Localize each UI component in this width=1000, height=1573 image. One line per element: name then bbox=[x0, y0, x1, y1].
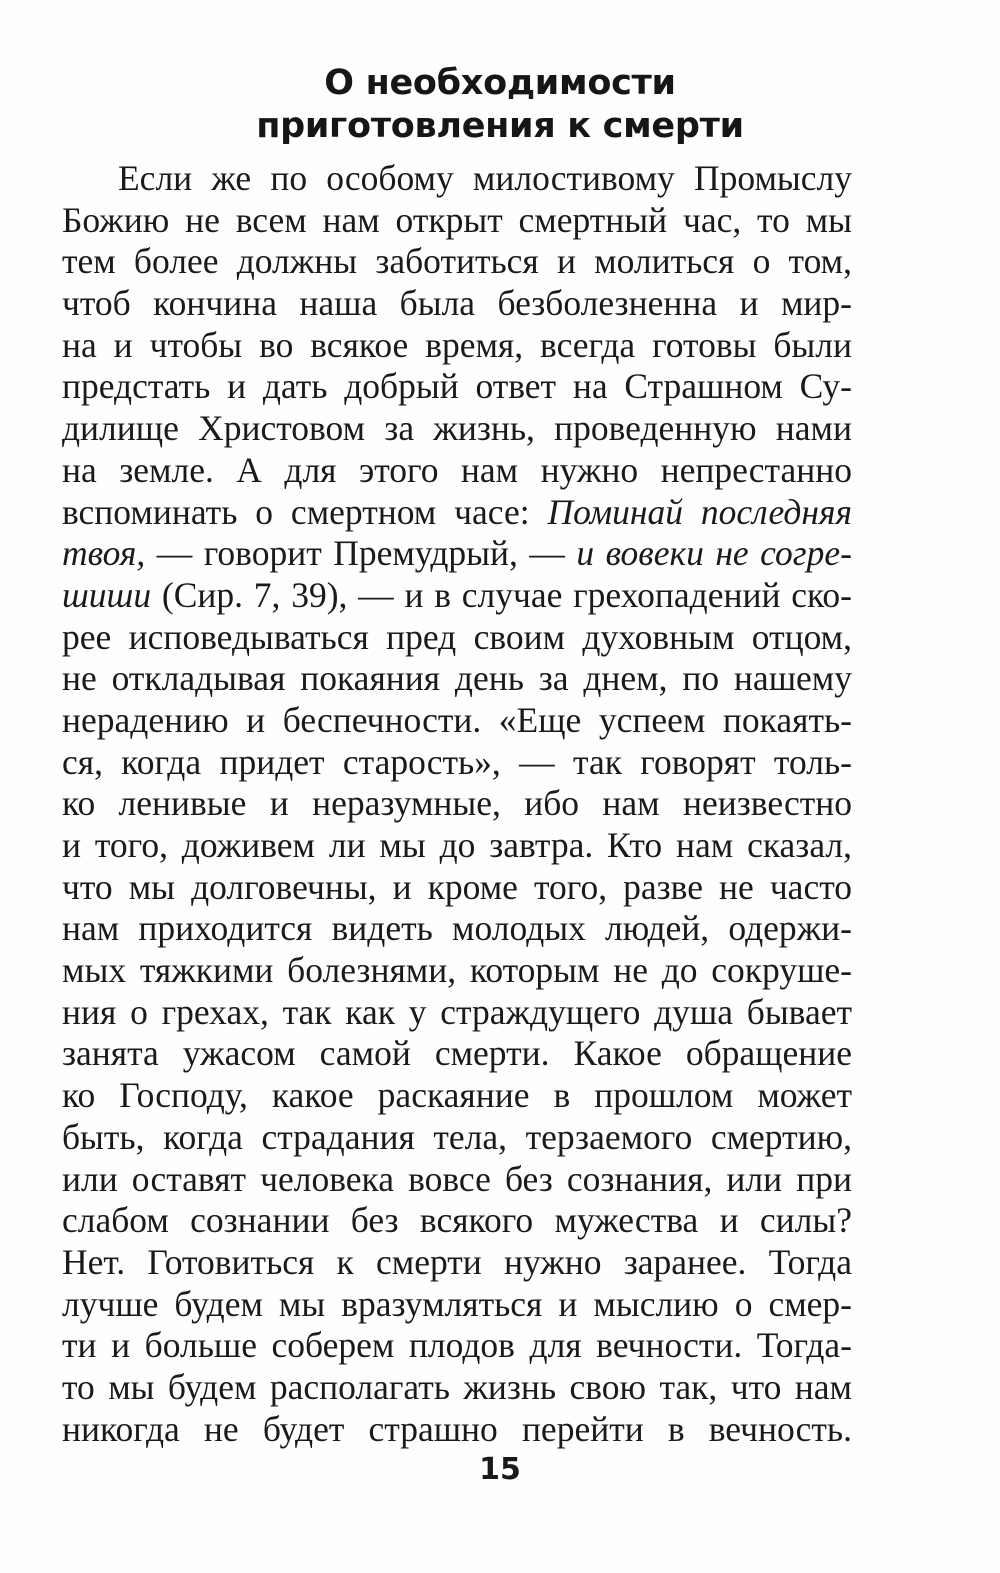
text-line bbox=[62, 1033, 852, 1075]
text-line bbox=[62, 1409, 852, 1451]
body-paragraph bbox=[62, 158, 852, 1450]
text-line bbox=[62, 617, 852, 659]
text-line bbox=[62, 325, 852, 367]
text-segment: никогда не будет страшно перейти в вечность. bbox=[62, 1408, 852, 1449]
page-number: 15 bbox=[479, 1452, 521, 1487]
text-segment: не откладывая покаяния день за днем, по нашему bbox=[62, 658, 852, 699]
text-segment: предстать и дать добрый ответ на Страшном Су- bbox=[62, 366, 852, 407]
text-line bbox=[62, 1242, 852, 1284]
text-line bbox=[62, 950, 852, 992]
text-segment: ко ленивые и неразумные, ибо нам неизвестно bbox=[62, 783, 852, 824]
text-line bbox=[62, 200, 852, 242]
text-line bbox=[62, 533, 852, 575]
text-line bbox=[62, 1284, 852, 1326]
text-segment: Нет. Готовиться к смерти нужно заранее. Тогда bbox=[62, 1241, 852, 1282]
text-line bbox=[62, 283, 852, 325]
text-segment: вспоминать о смертном часе: bbox=[62, 491, 548, 532]
text-segment: занята ужасом самой смерти. Какое обращение bbox=[62, 1033, 852, 1074]
text-segment: ся, когда придет старость», — так говорят толь- bbox=[62, 741, 852, 782]
text-segment: лучше будем мы вразумляться и мыслию о смер- bbox=[62, 1283, 852, 1324]
italic-quote-segment: и вовеки не согре- bbox=[576, 533, 852, 574]
text-segment: ния о грехах, так как у страждущего душа бывает bbox=[62, 991, 852, 1032]
text-line bbox=[62, 908, 852, 950]
text-line bbox=[62, 825, 852, 867]
text-line bbox=[62, 1367, 852, 1409]
text-line bbox=[62, 575, 852, 617]
text-line bbox=[62, 867, 852, 909]
text-segment: что мы долговечны, и кроме того, разве не часто bbox=[62, 866, 852, 907]
text-line bbox=[62, 1325, 852, 1367]
text-segment: на и чтобы во всякое время, всегда готовы были bbox=[62, 324, 852, 365]
text-segment: слабом сознании без всякого мужества и силы? bbox=[62, 1200, 852, 1241]
text-line bbox=[62, 1075, 852, 1117]
text-segment: — говорит Премудрый, — bbox=[145, 533, 577, 574]
text-segment: Божию не всем нам открыт смертный час, то мы bbox=[62, 199, 852, 240]
text-segment: нерадению и беспечности. «Еще успеем покаять- bbox=[62, 699, 852, 740]
text-segment: и того, доживем ли мы до завтра. Кто нам сказал, bbox=[62, 825, 852, 865]
italic-quote-segment: Поминай последняя bbox=[547, 491, 852, 532]
chapter-heading bbox=[0, 62, 1000, 148]
text-segment: ко Господу, какое раскаяние в прошлом может bbox=[62, 1075, 852, 1116]
text-segment: быть, когда страдания тела, терзаемого смертию, bbox=[62, 1116, 852, 1157]
text-segment: то мы будем располагать жизнь свою так, что нам bbox=[62, 1366, 852, 1407]
text-line bbox=[62, 658, 852, 700]
text-line bbox=[62, 1159, 852, 1201]
text-segment: ти и больше соберем плодов для вечности. Тогда- bbox=[62, 1325, 852, 1366]
text-line bbox=[62, 492, 852, 534]
text-segment: нам приходится видеть молодых людей, одержи- bbox=[62, 908, 852, 949]
text-line bbox=[62, 700, 852, 742]
text-line bbox=[62, 1200, 852, 1242]
text-line bbox=[62, 992, 852, 1034]
text-segment: чтоб кончина наша была безболезненна и мир- bbox=[62, 283, 852, 324]
text-segment: Если же по особому милостивому Промыслу bbox=[118, 158, 852, 198]
italic-quote-segment: шиши bbox=[62, 574, 152, 615]
text-segment: или оставят человека вовсе без сознания, или при bbox=[62, 1158, 852, 1199]
text-segment: дилище Христовом за жизнь, проведенную нами bbox=[62, 408, 852, 449]
text-line bbox=[62, 450, 852, 492]
text-line bbox=[62, 783, 852, 825]
text-line bbox=[62, 366, 852, 408]
text-line bbox=[62, 241, 852, 283]
text-line bbox=[62, 1117, 852, 1159]
text-segment: рее исповедываться пред своим духовным отцом, bbox=[62, 616, 852, 657]
text-line bbox=[62, 742, 852, 784]
text-segment: мых тяжкими болезнями, которым не до сокруше- bbox=[62, 950, 852, 991]
text-line bbox=[62, 408, 852, 450]
text-segment: (Сир. 7, 39), — и в случае грехопадений ско- bbox=[151, 574, 852, 615]
italic-quote-segment: твоя, bbox=[62, 533, 146, 574]
text-segment: тем более должны заботиться и молиться о том, bbox=[62, 241, 852, 282]
text-line bbox=[62, 158, 852, 200]
chapter-heading-line-1: О необходимости bbox=[324, 63, 676, 103]
chapter-heading-line-2: приготовления к смерти bbox=[256, 106, 744, 146]
text-segment: на земле. А для этого нам нужно непрестанно bbox=[62, 449, 852, 490]
